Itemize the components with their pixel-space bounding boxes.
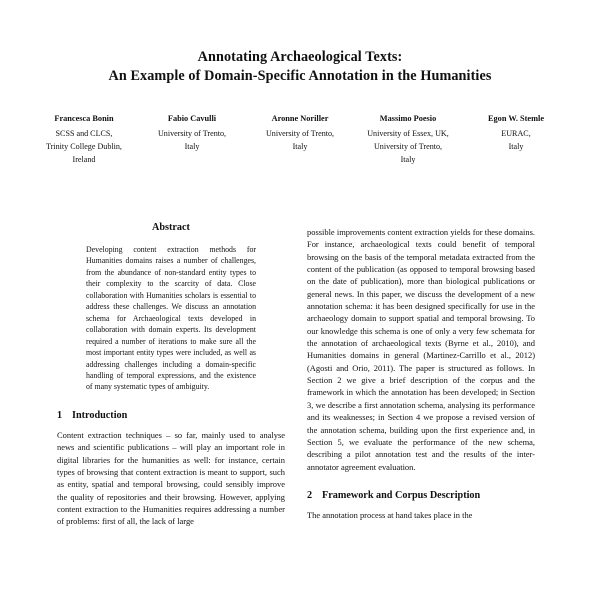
author-affiliation-line: Italy bbox=[400, 155, 416, 165]
author-block bbox=[138, 112, 246, 153]
section-title: Framework and Corpus Description bbox=[322, 489, 481, 501]
abstract-heading: Abstract bbox=[152, 222, 190, 233]
section-title: Introduction bbox=[72, 409, 128, 421]
author-name: Massimo Poesio bbox=[379, 114, 437, 123]
author-block bbox=[30, 112, 138, 166]
author-affiliation-line: SCSS and CLCS, bbox=[55, 128, 113, 138]
abstract-text: Developing content extraction methods for Humanities domains raises a number of challenges, from the abundance of non-standard entity types to their complexity to the scarcity of data. Close collaboration with Humanities scholars is essential to address these challenges. We discuss an annotation schema for Archaeological texts developed in collaboration with domain experts. Its development required a number of iterations to make sure all the most important entity types were included, as well as addressing challenges including a domain-specific handling of temporal expressions, and the existence of many systematic types of ambiguity. bbox=[86, 245, 256, 392]
right-column bbox=[307, 218, 535, 600]
section-paragraph: The annotation process at hand takes place in the bbox=[307, 509, 473, 520]
author-block bbox=[354, 112, 462, 166]
author-block bbox=[246, 112, 354, 153]
author-name: Aronne Noriller bbox=[271, 114, 329, 123]
author-affiliation-line: EURAC, bbox=[501, 128, 531, 138]
author-name: Egon W. Stemle bbox=[487, 114, 544, 123]
author-affiliation-line: Ireland bbox=[72, 155, 96, 165]
title-line-1: Annotating Archaeological Texts: bbox=[197, 49, 403, 65]
author-affiliation-line: University of Essex, UK, bbox=[367, 128, 449, 138]
author-affiliation-line: University of Trento, bbox=[373, 141, 443, 151]
left-column bbox=[57, 218, 285, 600]
paper-title bbox=[40, 48, 560, 86]
author-affiliation-line: University of Trento, bbox=[157, 128, 227, 138]
section-heading-introduction bbox=[57, 409, 285, 422]
author-affiliation-line: Italy bbox=[292, 141, 308, 151]
author-name: Fabio Cavulli bbox=[167, 114, 217, 123]
author-affiliation-line: Italy bbox=[184, 141, 200, 151]
author-name: Francesca Bonin bbox=[54, 114, 114, 123]
section-heading-framework-and-corpus-description bbox=[307, 489, 535, 502]
author-affiliation-line: Italy bbox=[508, 141, 524, 151]
section-paragraph: Content extraction techniques – so far, mainly used to analyse news and scientific publications – will play an important role in digital libraries for the humanities as well: for instance, certain types of browsing that content extraction is meant to support, such as entity, spatial and temporal browsing, could sensibly improve the quality of repositories and their browsing. However, applying content extraction to the Humanities requires addressing a number of problems: first of all, the lack of large bbox=[57, 429, 285, 527]
author-block bbox=[462, 112, 570, 153]
introduction-continuation-paragraph: possible improvements content extraction yields for these domains. For instance, archaeological texts could benefit of temporal browsing on the basis of the temporal metadata extracted from the content of the publication (as opposed to temporal browsing based on the date of publication), more than biological publications or general news. In this paper, we discuss the development of a new annotation schema: it has been designed specifically for use in the archaeology domain to support spatial and temporal browsing. To our knowledge this schema is one of only a very few schemata for the annotation of archaeological texts (Byrne et al., 2010), and Humanities domains in general (Martinez-Carrillo et al., 2012) (Agosti and Orio, 2011). The paper is structured as follows. In Section 2 we give a brief description of the corpus and the framework in which the annotation has been developed; in Section 3, we describe a first annotation schema, analysing its performance and its weaknesses; in Section 4 we propose a revised version of the annotation schema, building upon the first experience and, in Section 5, we evaluate the performance of the new schema, describing a pilot annotation test and the results of the inter-annotator agreement evaluation. bbox=[307, 227, 535, 472]
section-number: 1 bbox=[57, 409, 63, 421]
section-number: 2 bbox=[307, 489, 313, 501]
author-list bbox=[30, 112, 570, 166]
title-line-2: An Example of Domain-Specific Annotation in the Humanities bbox=[108, 68, 492, 84]
author-affiliation-line: University of Trento, bbox=[265, 128, 335, 138]
author-affiliation-line: Trinity College Dublin, bbox=[46, 141, 122, 151]
